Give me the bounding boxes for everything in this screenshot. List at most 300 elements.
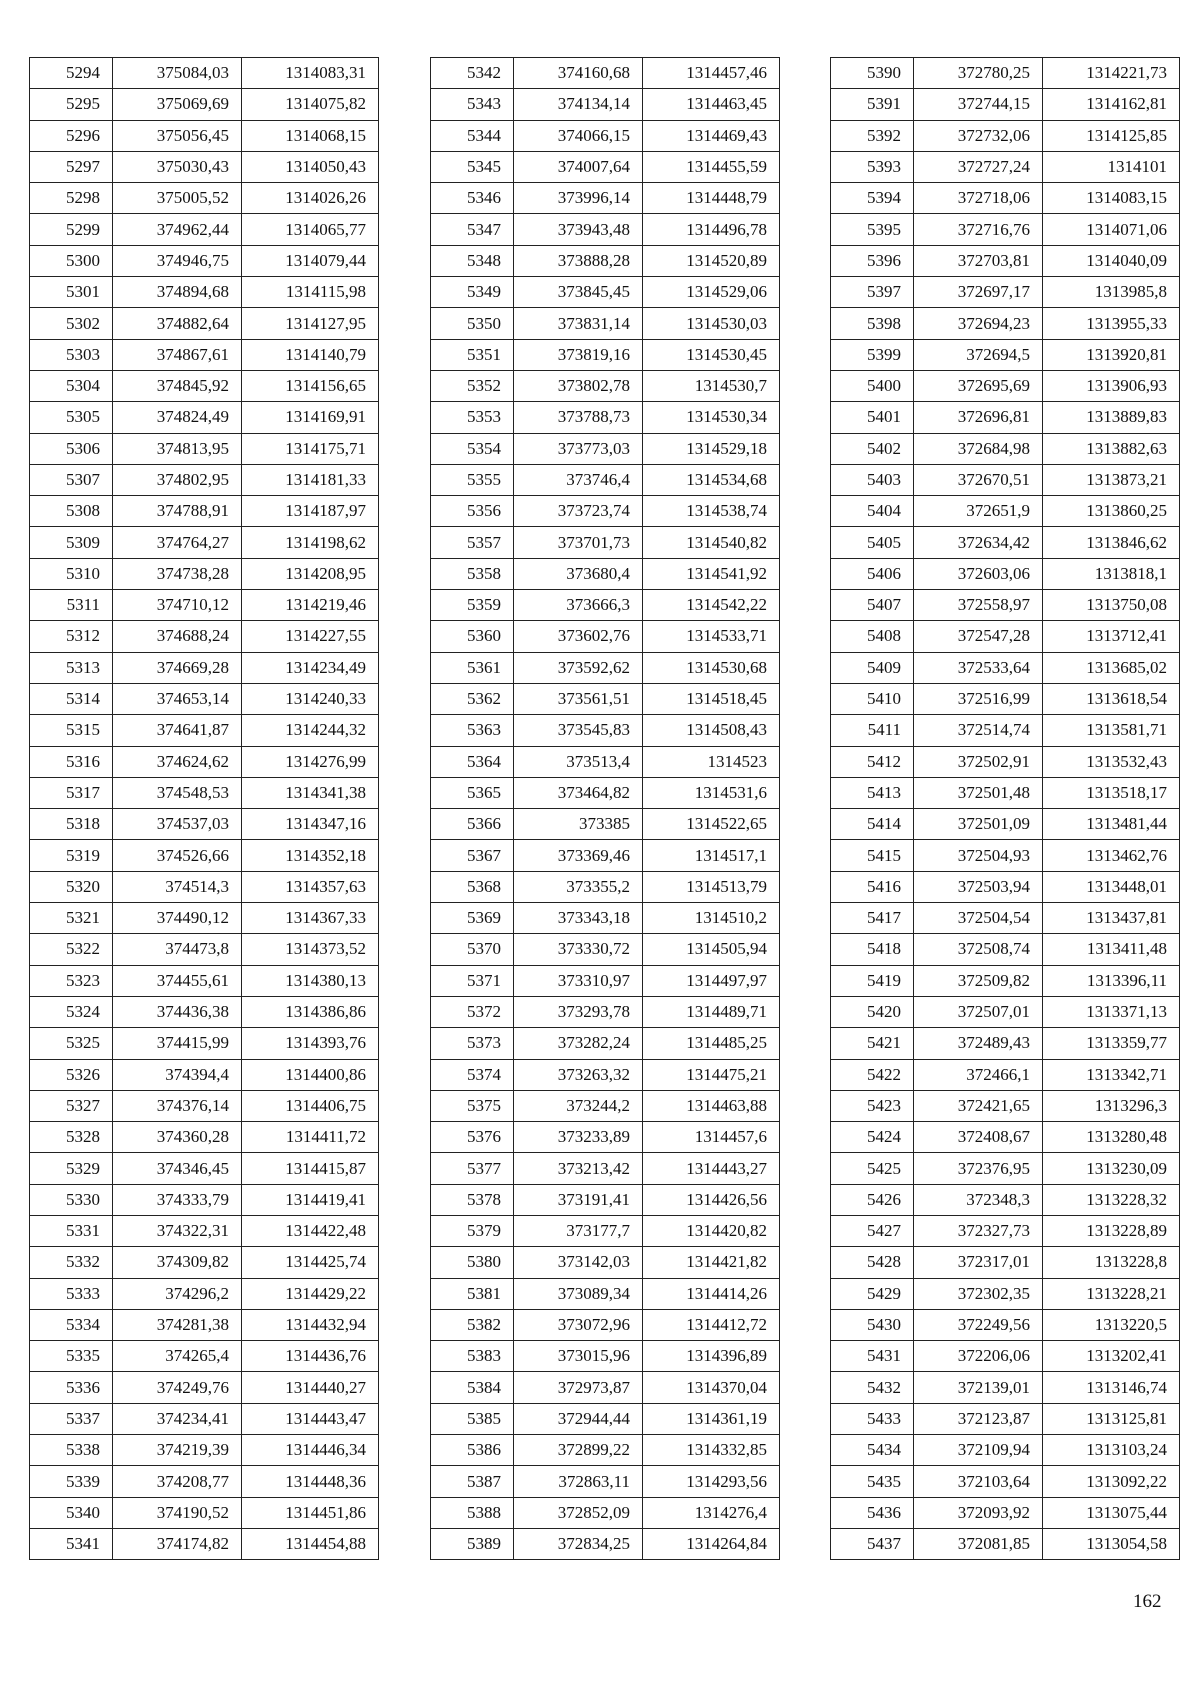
table-row xyxy=(431,1090,780,1121)
table-row xyxy=(431,1059,780,1090)
point-number-cell: 5322 xyxy=(30,934,113,965)
table-row xyxy=(431,1184,780,1215)
x-coordinate-cell: 372514,74 xyxy=(914,715,1043,746)
y-coordinate-cell: 1314485,25 xyxy=(643,1028,780,1059)
y-coordinate-cell: 1313125,81 xyxy=(1043,1403,1180,1434)
table-row xyxy=(30,308,379,339)
y-coordinate-cell: 1313882,63 xyxy=(1043,433,1180,464)
point-number-cell: 5345 xyxy=(431,151,514,182)
point-number-cell: 5410 xyxy=(831,683,914,714)
x-coordinate-cell: 372973,87 xyxy=(514,1372,643,1403)
x-coordinate-cell: 373545,83 xyxy=(514,715,643,746)
y-coordinate-cell: 1314187,97 xyxy=(242,496,379,527)
x-coordinate-cell: 374415,99 xyxy=(113,1028,242,1059)
x-coordinate-cell: 373293,78 xyxy=(514,996,643,1027)
table-row xyxy=(30,1466,379,1497)
table-row xyxy=(30,277,379,308)
y-coordinate-cell: 1314419,41 xyxy=(242,1184,379,1215)
point-number-cell: 5432 xyxy=(831,1372,914,1403)
x-coordinate-cell: 373142,03 xyxy=(514,1247,643,1278)
x-coordinate-cell: 373263,32 xyxy=(514,1059,643,1090)
point-number-cell: 5319 xyxy=(30,840,113,871)
table-row xyxy=(30,1122,379,1153)
y-coordinate-cell: 1314517,1 xyxy=(643,840,780,871)
y-coordinate-cell: 1314264,84 xyxy=(643,1528,780,1559)
point-number-cell: 5374 xyxy=(431,1059,514,1090)
point-number-cell: 5427 xyxy=(831,1215,914,1246)
point-number-cell: 5303 xyxy=(30,339,113,370)
table-row xyxy=(431,965,780,996)
table-row xyxy=(831,1341,1180,1372)
point-number-cell: 5391 xyxy=(831,89,914,120)
point-number-cell: 5388 xyxy=(431,1497,514,1528)
table-row xyxy=(831,590,1180,621)
table-row xyxy=(831,339,1180,370)
point-number-cell: 5383 xyxy=(431,1341,514,1372)
y-coordinate-cell: 1313228,32 xyxy=(1043,1184,1180,1215)
y-coordinate-cell: 1313220,5 xyxy=(1043,1309,1180,1340)
y-coordinate-cell: 1314068,15 xyxy=(242,120,379,151)
table-row xyxy=(831,1435,1180,1466)
y-coordinate-cell: 1314523 xyxy=(643,746,780,777)
y-coordinate-cell: 1314276,4 xyxy=(643,1497,780,1528)
y-coordinate-cell: 1314533,71 xyxy=(643,621,780,652)
y-coordinate-cell: 1313860,25 xyxy=(1043,496,1180,527)
y-coordinate-cell: 1313371,13 xyxy=(1043,996,1180,1027)
y-coordinate-cell: 1314457,6 xyxy=(643,1122,780,1153)
point-number-cell: 5357 xyxy=(431,527,514,558)
y-coordinate-cell: 1313712,41 xyxy=(1043,621,1180,652)
table-row xyxy=(831,1247,1180,1278)
y-coordinate-cell: 1314422,48 xyxy=(242,1215,379,1246)
table-row xyxy=(30,120,379,151)
table-row xyxy=(431,183,780,214)
y-coordinate-cell: 1314432,94 xyxy=(242,1309,379,1340)
x-coordinate-cell: 374360,28 xyxy=(113,1122,242,1153)
table-row xyxy=(831,433,1180,464)
table-row xyxy=(831,214,1180,245)
y-coordinate-cell: 1313518,17 xyxy=(1043,777,1180,808)
y-coordinate-cell: 1314227,55 xyxy=(242,621,379,652)
table-row xyxy=(831,809,1180,840)
x-coordinate-cell: 372302,35 xyxy=(914,1278,1043,1309)
point-number-cell: 5398 xyxy=(831,308,914,339)
y-coordinate-cell: 1313481,44 xyxy=(1043,809,1180,840)
point-number-cell: 5433 xyxy=(831,1403,914,1434)
point-number-cell: 5308 xyxy=(30,496,113,527)
y-coordinate-cell: 1314347,16 xyxy=(242,809,379,840)
point-number-cell: 5366 xyxy=(431,809,514,840)
table-row xyxy=(831,120,1180,151)
point-number-cell: 5324 xyxy=(30,996,113,1027)
x-coordinate-cell: 374788,91 xyxy=(113,496,242,527)
point-number-cell: 5327 xyxy=(30,1090,113,1121)
point-number-cell: 5421 xyxy=(831,1028,914,1059)
x-coordinate-cell: 373831,14 xyxy=(514,308,643,339)
table-row xyxy=(30,1028,379,1059)
x-coordinate-cell: 372123,87 xyxy=(914,1403,1043,1434)
table-row xyxy=(831,245,1180,276)
y-coordinate-cell: 1314522,65 xyxy=(643,809,780,840)
y-coordinate-cell: 1314373,52 xyxy=(242,934,379,965)
point-number-cell: 5414 xyxy=(831,809,914,840)
x-coordinate-cell: 372503,94 xyxy=(914,871,1043,902)
point-number-cell: 5359 xyxy=(431,590,514,621)
y-coordinate-cell: 1313846,62 xyxy=(1043,527,1180,558)
y-coordinate-cell: 1314370,04 xyxy=(643,1372,780,1403)
table-row xyxy=(431,120,780,151)
point-number-cell: 5335 xyxy=(30,1341,113,1372)
y-coordinate-cell: 1314140,79 xyxy=(242,339,379,370)
x-coordinate-cell: 374436,38 xyxy=(113,996,242,1027)
y-coordinate-cell: 1314489,71 xyxy=(643,996,780,1027)
y-coordinate-cell: 1314429,22 xyxy=(242,1278,379,1309)
point-number-cell: 5346 xyxy=(431,183,514,214)
x-coordinate-cell: 374624,62 xyxy=(113,746,242,777)
point-number-cell: 5316 xyxy=(30,746,113,777)
x-coordinate-cell: 374473,8 xyxy=(113,934,242,965)
y-coordinate-cell: 1314520,89 xyxy=(643,245,780,276)
point-number-cell: 5435 xyxy=(831,1466,914,1497)
point-number-cell: 5320 xyxy=(30,871,113,902)
x-coordinate-cell: 374824,49 xyxy=(113,402,242,433)
point-number-cell: 5372 xyxy=(431,996,514,1027)
coordinates-table-3 xyxy=(830,57,1180,1560)
x-coordinate-cell: 374688,24 xyxy=(113,621,242,652)
x-coordinate-cell: 372327,73 xyxy=(914,1215,1043,1246)
x-coordinate-cell: 372501,48 xyxy=(914,777,1043,808)
point-number-cell: 5305 xyxy=(30,402,113,433)
y-coordinate-cell: 1314026,26 xyxy=(242,183,379,214)
table-row xyxy=(431,151,780,182)
x-coordinate-cell: 374548,53 xyxy=(113,777,242,808)
table-row xyxy=(30,214,379,245)
x-coordinate-cell: 372695,69 xyxy=(914,370,1043,401)
point-number-cell: 5411 xyxy=(831,715,914,746)
point-number-cell: 5417 xyxy=(831,903,914,934)
point-number-cell: 5341 xyxy=(30,1528,113,1559)
table-row xyxy=(30,1153,379,1184)
table-row xyxy=(30,433,379,464)
table-row xyxy=(30,996,379,1027)
table-row xyxy=(431,871,780,902)
point-number-cell: 5380 xyxy=(431,1247,514,1278)
y-coordinate-cell: 1314361,19 xyxy=(643,1403,780,1434)
x-coordinate-cell: 373310,97 xyxy=(514,965,643,996)
x-coordinate-cell: 374234,41 xyxy=(113,1403,242,1434)
table-row xyxy=(831,715,1180,746)
x-coordinate-cell: 372408,67 xyxy=(914,1122,1043,1153)
x-coordinate-cell: 374710,12 xyxy=(113,590,242,621)
y-coordinate-cell: 1314221,73 xyxy=(1043,58,1180,89)
point-number-cell: 5329 xyxy=(30,1153,113,1184)
y-coordinate-cell: 1314454,88 xyxy=(242,1528,379,1559)
y-coordinate-cell: 1314530,03 xyxy=(643,308,780,339)
table-row xyxy=(431,934,780,965)
x-coordinate-cell: 374894,68 xyxy=(113,277,242,308)
point-number-cell: 5301 xyxy=(30,277,113,308)
point-number-cell: 5384 xyxy=(431,1372,514,1403)
table-row xyxy=(831,1497,1180,1528)
x-coordinate-cell: 372834,25 xyxy=(514,1528,643,1559)
coordinates-table-2 xyxy=(430,57,780,1560)
point-number-cell: 5313 xyxy=(30,652,113,683)
point-number-cell: 5436 xyxy=(831,1497,914,1528)
point-number-cell: 5340 xyxy=(30,1497,113,1528)
table-row xyxy=(831,1528,1180,1559)
x-coordinate-cell: 374962,44 xyxy=(113,214,242,245)
point-number-cell: 5314 xyxy=(30,683,113,714)
table-row xyxy=(30,1372,379,1403)
y-coordinate-cell: 1314380,13 xyxy=(242,965,379,996)
x-coordinate-cell: 372694,23 xyxy=(914,308,1043,339)
x-coordinate-cell: 373845,45 xyxy=(514,277,643,308)
table-row xyxy=(431,840,780,871)
x-coordinate-cell: 372899,22 xyxy=(514,1435,643,1466)
point-number-cell: 5390 xyxy=(831,58,914,89)
point-number-cell: 5354 xyxy=(431,433,514,464)
x-coordinate-cell: 373089,34 xyxy=(514,1278,643,1309)
point-number-cell: 5338 xyxy=(30,1435,113,1466)
point-number-cell: 5407 xyxy=(831,590,914,621)
table-row xyxy=(831,151,1180,182)
table-row xyxy=(431,277,780,308)
x-coordinate-cell: 374134,14 xyxy=(514,89,643,120)
point-number-cell: 5373 xyxy=(431,1028,514,1059)
x-coordinate-cell: 374882,64 xyxy=(113,308,242,339)
y-coordinate-cell: 1313228,8 xyxy=(1043,1247,1180,1278)
y-coordinate-cell: 1314530,68 xyxy=(643,652,780,683)
x-coordinate-cell: 372206,06 xyxy=(914,1341,1043,1372)
x-coordinate-cell: 373561,51 xyxy=(514,683,643,714)
table-row xyxy=(431,402,780,433)
y-coordinate-cell: 1313955,33 xyxy=(1043,308,1180,339)
point-number-cell: 5352 xyxy=(431,370,514,401)
table-row xyxy=(831,996,1180,1027)
point-number-cell: 5376 xyxy=(431,1122,514,1153)
y-coordinate-cell: 1313411,48 xyxy=(1043,934,1180,965)
table-row xyxy=(431,1122,780,1153)
x-coordinate-cell: 373802,78 xyxy=(514,370,643,401)
table-row xyxy=(431,464,780,495)
table-row xyxy=(30,871,379,902)
y-coordinate-cell: 1314386,86 xyxy=(242,996,379,1027)
y-coordinate-cell: 1313906,93 xyxy=(1043,370,1180,401)
table-row xyxy=(831,183,1180,214)
table-row xyxy=(30,58,379,89)
y-coordinate-cell: 1314083,31 xyxy=(242,58,379,89)
x-coordinate-cell: 373244,2 xyxy=(514,1090,643,1121)
point-number-cell: 5396 xyxy=(831,245,914,276)
table-row xyxy=(831,652,1180,683)
y-coordinate-cell: 1314534,68 xyxy=(643,464,780,495)
y-coordinate-cell: 1313103,24 xyxy=(1043,1435,1180,1466)
point-number-cell: 5419 xyxy=(831,965,914,996)
x-coordinate-cell: 374007,64 xyxy=(514,151,643,182)
y-coordinate-cell: 1314393,76 xyxy=(242,1028,379,1059)
y-coordinate-cell: 1314530,34 xyxy=(643,402,780,433)
x-coordinate-cell: 374309,82 xyxy=(113,1247,242,1278)
y-coordinate-cell: 1314125,85 xyxy=(1043,120,1180,151)
x-coordinate-cell: 372081,85 xyxy=(914,1528,1043,1559)
y-coordinate-cell: 1313296,3 xyxy=(1043,1090,1180,1121)
point-number-cell: 5429 xyxy=(831,1278,914,1309)
y-coordinate-cell: 1314357,63 xyxy=(242,871,379,902)
x-coordinate-cell: 372249,56 xyxy=(914,1309,1043,1340)
y-coordinate-cell: 1314443,47 xyxy=(242,1403,379,1434)
x-coordinate-cell: 372718,06 xyxy=(914,183,1043,214)
table-row xyxy=(30,809,379,840)
table-row xyxy=(30,1059,379,1090)
y-coordinate-cell: 1314530,7 xyxy=(643,370,780,401)
point-number-cell: 5422 xyxy=(831,1059,914,1090)
x-coordinate-cell: 372634,42 xyxy=(914,527,1043,558)
table-row xyxy=(30,1403,379,1434)
y-coordinate-cell: 1313342,71 xyxy=(1043,1059,1180,1090)
y-coordinate-cell: 1314411,72 xyxy=(242,1122,379,1153)
y-coordinate-cell: 1314436,76 xyxy=(242,1341,379,1372)
table-row xyxy=(431,1497,780,1528)
point-number-cell: 5347 xyxy=(431,214,514,245)
point-number-cell: 5397 xyxy=(831,277,914,308)
x-coordinate-cell: 373330,72 xyxy=(514,934,643,965)
y-coordinate-cell: 1314414,26 xyxy=(643,1278,780,1309)
point-number-cell: 5356 xyxy=(431,496,514,527)
table-row xyxy=(831,1466,1180,1497)
x-coordinate-cell: 372507,01 xyxy=(914,996,1043,1027)
table-row xyxy=(30,339,379,370)
y-coordinate-cell: 1314175,71 xyxy=(242,433,379,464)
table-row xyxy=(431,903,780,934)
table-row xyxy=(831,527,1180,558)
x-coordinate-cell: 375056,45 xyxy=(113,120,242,151)
point-number-cell: 5400 xyxy=(831,370,914,401)
x-coordinate-cell: 372139,01 xyxy=(914,1372,1043,1403)
y-coordinate-cell: 1314412,72 xyxy=(643,1309,780,1340)
table-row xyxy=(431,58,780,89)
table-row xyxy=(831,683,1180,714)
table-row xyxy=(431,1435,780,1466)
point-number-cell: 5334 xyxy=(30,1309,113,1340)
x-coordinate-cell: 374514,3 xyxy=(113,871,242,902)
point-number-cell: 5339 xyxy=(30,1466,113,1497)
point-number-cell: 5430 xyxy=(831,1309,914,1340)
table-row xyxy=(431,496,780,527)
table-row xyxy=(431,1403,780,1434)
point-number-cell: 5294 xyxy=(30,58,113,89)
y-coordinate-cell: 1313818,1 xyxy=(1043,558,1180,589)
x-coordinate-cell: 373602,76 xyxy=(514,621,643,652)
table-row xyxy=(30,89,379,120)
table-row xyxy=(431,683,780,714)
point-number-cell: 5406 xyxy=(831,558,914,589)
x-coordinate-cell: 373015,96 xyxy=(514,1341,643,1372)
y-coordinate-cell: 1314400,86 xyxy=(242,1059,379,1090)
point-number-cell: 5389 xyxy=(431,1528,514,1559)
y-coordinate-cell: 1313750,08 xyxy=(1043,590,1180,621)
table-row xyxy=(30,1528,379,1559)
point-number-cell: 5425 xyxy=(831,1153,914,1184)
y-coordinate-cell: 1314497,97 xyxy=(643,965,780,996)
table-row xyxy=(831,402,1180,433)
x-coordinate-cell: 374219,39 xyxy=(113,1435,242,1466)
y-coordinate-cell: 1314530,45 xyxy=(643,339,780,370)
x-coordinate-cell: 372504,54 xyxy=(914,903,1043,934)
x-coordinate-cell: 372696,81 xyxy=(914,402,1043,433)
y-coordinate-cell: 1313985,8 xyxy=(1043,277,1180,308)
x-coordinate-cell: 373191,41 xyxy=(514,1184,643,1215)
table-row xyxy=(30,1247,379,1278)
y-coordinate-cell: 1314415,87 xyxy=(242,1153,379,1184)
table-row xyxy=(431,558,780,589)
x-coordinate-cell: 374641,87 xyxy=(113,715,242,746)
x-coordinate-cell: 374174,82 xyxy=(113,1528,242,1559)
x-coordinate-cell: 372103,64 xyxy=(914,1466,1043,1497)
table-row xyxy=(30,652,379,683)
y-coordinate-cell: 1314529,06 xyxy=(643,277,780,308)
point-number-cell: 5300 xyxy=(30,245,113,276)
table-row xyxy=(30,496,379,527)
x-coordinate-cell: 373888,28 xyxy=(514,245,643,276)
x-coordinate-cell: 374455,61 xyxy=(113,965,242,996)
point-number-cell: 5405 xyxy=(831,527,914,558)
table-row xyxy=(831,621,1180,652)
y-coordinate-cell: 1314240,33 xyxy=(242,683,379,714)
x-coordinate-cell: 372466,1 xyxy=(914,1059,1043,1090)
x-coordinate-cell: 373282,24 xyxy=(514,1028,643,1059)
table-row xyxy=(30,1278,379,1309)
x-coordinate-cell: 372863,11 xyxy=(514,1466,643,1497)
y-coordinate-cell: 1314469,43 xyxy=(643,120,780,151)
y-coordinate-cell: 1314244,32 xyxy=(242,715,379,746)
table-row xyxy=(431,715,780,746)
x-coordinate-cell: 372376,95 xyxy=(914,1153,1043,1184)
page-number: 162 xyxy=(1133,1591,1162,1612)
point-number-cell: 5371 xyxy=(431,965,514,996)
point-number-cell: 5363 xyxy=(431,715,514,746)
table-row xyxy=(431,1528,780,1559)
y-coordinate-cell: 1314529,18 xyxy=(643,433,780,464)
x-coordinate-cell: 372547,28 xyxy=(914,621,1043,652)
x-coordinate-cell: 372944,44 xyxy=(514,1403,643,1434)
table-row xyxy=(30,777,379,808)
table-row xyxy=(431,777,780,808)
y-coordinate-cell: 1314451,86 xyxy=(242,1497,379,1528)
y-coordinate-cell: 1314156,65 xyxy=(242,370,379,401)
point-number-cell: 5394 xyxy=(831,183,914,214)
point-number-cell: 5437 xyxy=(831,1528,914,1559)
x-coordinate-cell: 374333,79 xyxy=(113,1184,242,1215)
point-number-cell: 5360 xyxy=(431,621,514,652)
table-row xyxy=(431,1028,780,1059)
table-row xyxy=(30,1215,379,1246)
y-coordinate-cell: 1313054,58 xyxy=(1043,1528,1180,1559)
x-coordinate-cell: 372732,06 xyxy=(914,120,1043,151)
x-coordinate-cell: 375084,03 xyxy=(113,58,242,89)
point-number-cell: 5423 xyxy=(831,1090,914,1121)
point-number-cell: 5298 xyxy=(30,183,113,214)
table-row xyxy=(30,1184,379,1215)
table-row xyxy=(431,245,780,276)
y-coordinate-cell: 1314505,94 xyxy=(643,934,780,965)
y-coordinate-cell: 1314463,45 xyxy=(643,89,780,120)
y-coordinate-cell: 1314293,56 xyxy=(643,1466,780,1497)
y-coordinate-cell: 1314448,36 xyxy=(242,1466,379,1497)
y-coordinate-cell: 1313448,01 xyxy=(1043,871,1180,902)
table-row xyxy=(831,1028,1180,1059)
point-number-cell: 5307 xyxy=(30,464,113,495)
x-coordinate-cell: 373773,03 xyxy=(514,433,643,464)
